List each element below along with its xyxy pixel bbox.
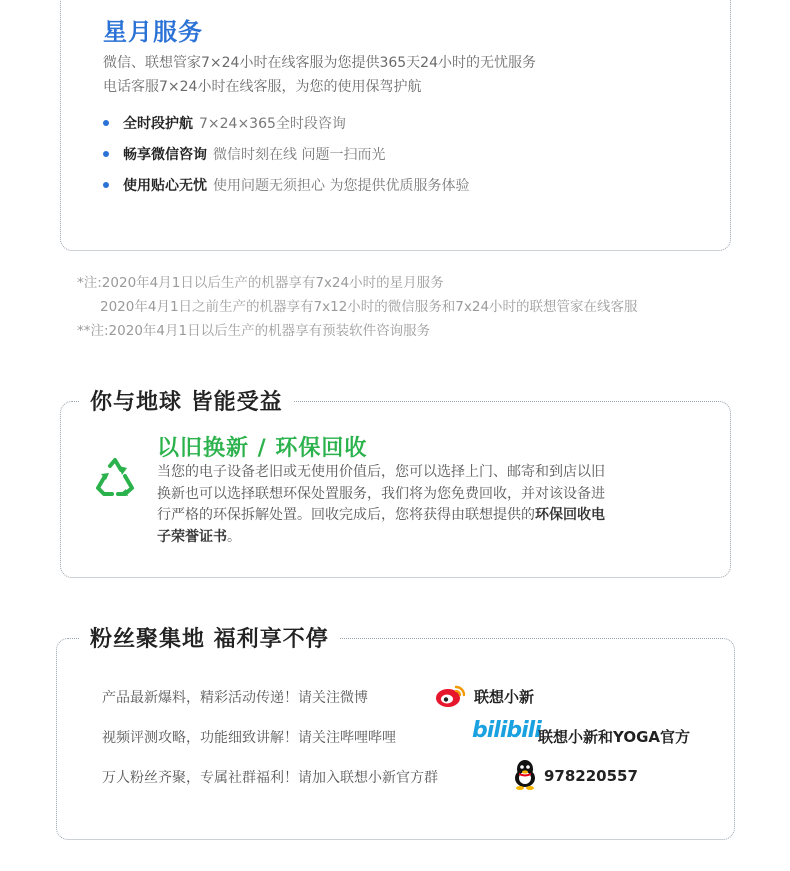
eco-text-line — [157, 505, 702, 527]
feature-text: 7×24×365全时段咨询 — [199, 116, 346, 132]
eco-text-segment: 行严格的环保拆解处置。回收完成后，您将获得由联想提供的 — [157, 507, 535, 523]
eco-text-segment: 。 — [227, 528, 241, 545]
qq-icon[interactable] — [512, 758, 538, 790]
note-line-2: 2020年4月1日之前生产的机器享有7x12小时的微信服务和7x24小时的联想管家在线客服 — [100, 299, 638, 315]
fan-row-weibo: 产品最新爆料，精彩活动传递！请关注微博 — [102, 690, 368, 706]
bilibili-account-name[interactable]: 联想小新和YOGA官方 — [538, 728, 691, 746]
bullet-dot — [103, 120, 109, 126]
fan-row-bilibili: 视频评测攻略，功能细致讲解！请关注哔哩哔哩 — [102, 730, 396, 746]
star-service-desc-line1: 微信、联想管家7×24小时在线客服为您提供365天24小时的无忧服务 — [103, 55, 536, 71]
certificate-highlight: 环保回收电 — [535, 507, 605, 523]
star-service-desc-line2: 电话客服7×24小时在线客服，为您的使用保驾护航 — [103, 79, 422, 95]
weibo-account-name[interactable]: 联想小新 — [474, 688, 535, 706]
weibo-icon[interactable] — [434, 681, 468, 709]
feature-item — [103, 144, 385, 164]
recycle-icon — [92, 458, 138, 500]
fans-section-title: 粉丝聚集地 福利享不停 — [80, 622, 339, 653]
eco-subtitle: 以旧换新 / 环保回收 — [157, 436, 368, 461]
feature-title: 全时段护航 — [123, 116, 193, 132]
feature-item — [103, 175, 469, 195]
feature-text: 使用问题无须担心 为您提供优质服务体验 — [213, 178, 470, 194]
certificate-highlight: 子荣誉证书 — [157, 528, 227, 545]
qq-group-number[interactable]: 978220557 — [544, 767, 638, 785]
feature-item — [103, 113, 346, 133]
note-line-3: **注:2020年4月1日以后生产的机器享有预装软件咨询服务 — [77, 323, 431, 339]
feature-title: 畅享微信咨询 — [123, 147, 207, 163]
eco-text-line — [157, 527, 702, 549]
eco-description — [157, 462, 702, 548]
star-service-title: 星月服务 — [103, 18, 203, 46]
eco-section-title: 你与地球 皆能受益 — [80, 385, 293, 416]
eco-text-line: 换新也可以选择联想环保处置服务，我们将为您免费回收，并对该设备进 — [157, 485, 605, 502]
bullet-dot — [103, 182, 109, 188]
feature-title: 使用贴心无忧 — [123, 178, 207, 194]
fan-row-qq: 万人粉丝齐聚，专属社群福利！请加入联想小新官方群 — [102, 770, 438, 786]
bullet-dot — [103, 151, 109, 157]
note-line-1: *注:2020年4月1日以后生产的机器享有7x24小时的星月服务 — [77, 275, 444, 291]
bilibili-icon[interactable]: bilibili — [472, 718, 541, 743]
eco-text-line: 当您的电子设备老旧或无使用价值后，您可以选择上门、邮寄和到店以旧 — [157, 464, 605, 480]
feature-text: 微信时刻在线 问题一扫而光 — [213, 147, 386, 163]
